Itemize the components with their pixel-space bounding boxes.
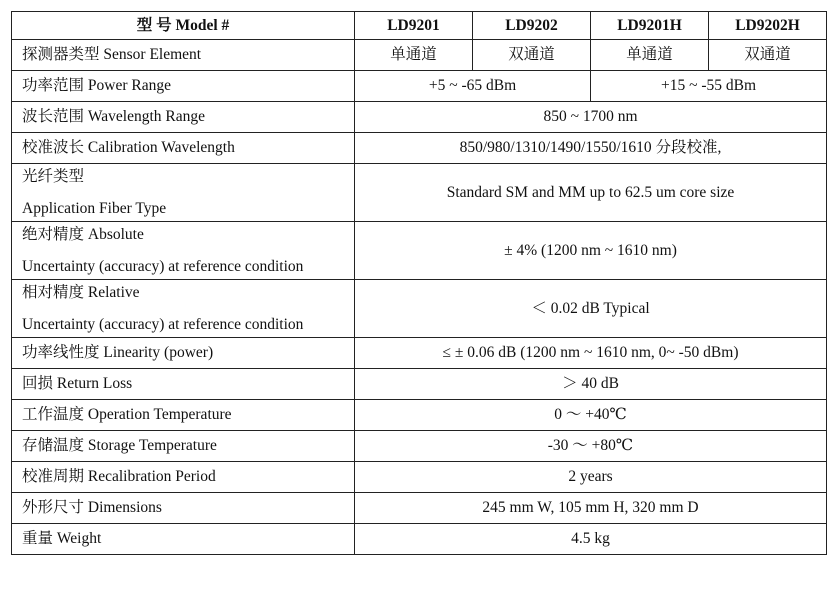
operation-temperature-value: 0 ～ +40℃ <box>355 400 827 431</box>
row-absolute-uncertainty <box>12 222 827 280</box>
fiber-type-label <box>12 164 355 222</box>
model-label-header: 型 号 Model # <box>12 12 355 40</box>
dimensions-value: 245 mm W, 105 mm H, 320 mm D <box>355 493 827 524</box>
relative-uncertainty-label-line1: 相对精度 Relative <box>22 283 140 301</box>
row-operation-temperature <box>12 400 827 431</box>
model-header-ld9202h: LD9202H <box>709 12 827 40</box>
absolute-uncertainty-label <box>12 222 355 280</box>
row-relative-uncertainty <box>12 280 827 338</box>
recalibration-period-value: 2 years <box>355 462 827 493</box>
weight-value: 4.5 kg <box>355 524 827 555</box>
recalibration-period-label: 校准周期 Recalibration Period <box>12 462 355 493</box>
power-range-label: 功率范围 Power Range <box>12 71 355 102</box>
operation-temperature-label: 工作温度 Operation Temperature <box>12 400 355 431</box>
storage-temperature-value: -30 ～ +80℃ <box>355 431 827 462</box>
row-weight <box>12 524 827 555</box>
sensor-element-ld9202: 双通道 <box>473 40 591 71</box>
sensor-element-ld9201h: 单通道 <box>591 40 709 71</box>
model-header-ld9202: LD9202 <box>473 12 591 40</box>
weight-label: 重量 Weight <box>12 524 355 555</box>
relative-uncertainty-label <box>12 280 355 338</box>
return-loss-value: ＞ 40 dB <box>355 369 827 400</box>
linearity-value: ≤ ± 0.06 dB (1200 nm ~ 1610 nm, 0~ -50 dBm) <box>355 338 827 369</box>
absolute-uncertainty-label-line1: 绝对精度 Absolute <box>22 225 144 243</box>
fiber-type-label-en: Application Fiber Type <box>22 199 167 217</box>
row-fiber-type <box>12 164 827 222</box>
return-loss-label: 回损 Return Loss <box>12 369 355 400</box>
storage-temperature-label: 存储温度 Storage Temperature <box>12 431 355 462</box>
absolute-uncertainty-value: ± 4% (1200 nm ~ 1610 nm) <box>355 222 827 280</box>
calibration-wavelength-value: 850/980/1310/1490/1550/1610 分段校准, <box>355 133 827 164</box>
sensor-element-ld9201: 单通道 <box>355 40 473 71</box>
absolute-uncertainty-label-line2: Uncertainty (accuracy) at reference condition <box>22 257 304 275</box>
calibration-wavelength-label: 校准波长 Calibration Wavelength <box>12 133 355 164</box>
row-sensor-element <box>12 40 827 71</box>
relative-uncertainty-value: ＜ 0.02 dB Typical <box>355 280 827 338</box>
header-row <box>12 12 827 40</box>
wavelength-range-value: 850 ~ 1700 nm <box>355 102 827 133</box>
sensor-element-label: 探测器类型 Sensor Element <box>12 40 355 71</box>
power-range-standard: +5 ~ -65 dBm <box>355 71 591 102</box>
dimensions-label: 外形尺寸 Dimensions <box>12 493 355 524</box>
fiber-type-value: Standard SM and MM up to 62.5 um core size <box>355 164 827 222</box>
model-header-ld9201h: LD9201H <box>591 12 709 40</box>
model-header-ld9201: LD9201 <box>355 12 473 40</box>
row-return-loss <box>12 369 827 400</box>
power-range-high: +15 ~ -55 dBm <box>591 71 827 102</box>
row-calibration-wavelength <box>12 133 827 164</box>
row-power-range <box>12 71 827 102</box>
row-wavelength-range <box>12 102 827 133</box>
fiber-type-label-cn: 光纤类型 <box>22 167 85 185</box>
row-linearity <box>12 338 827 369</box>
relative-uncertainty-label-line2: Uncertainty (accuracy) at reference condition <box>22 315 304 333</box>
row-recalibration-period <box>12 462 827 493</box>
row-storage-temperature <box>12 431 827 462</box>
linearity-label: 功率线性度 Linearity (power) <box>12 338 355 369</box>
wavelength-range-label: 波长范围 Wavelength Range <box>12 102 355 133</box>
sensor-element-ld9202h: 双通道 <box>709 40 827 71</box>
spec-table <box>11 11 827 555</box>
row-dimensions <box>12 493 827 524</box>
